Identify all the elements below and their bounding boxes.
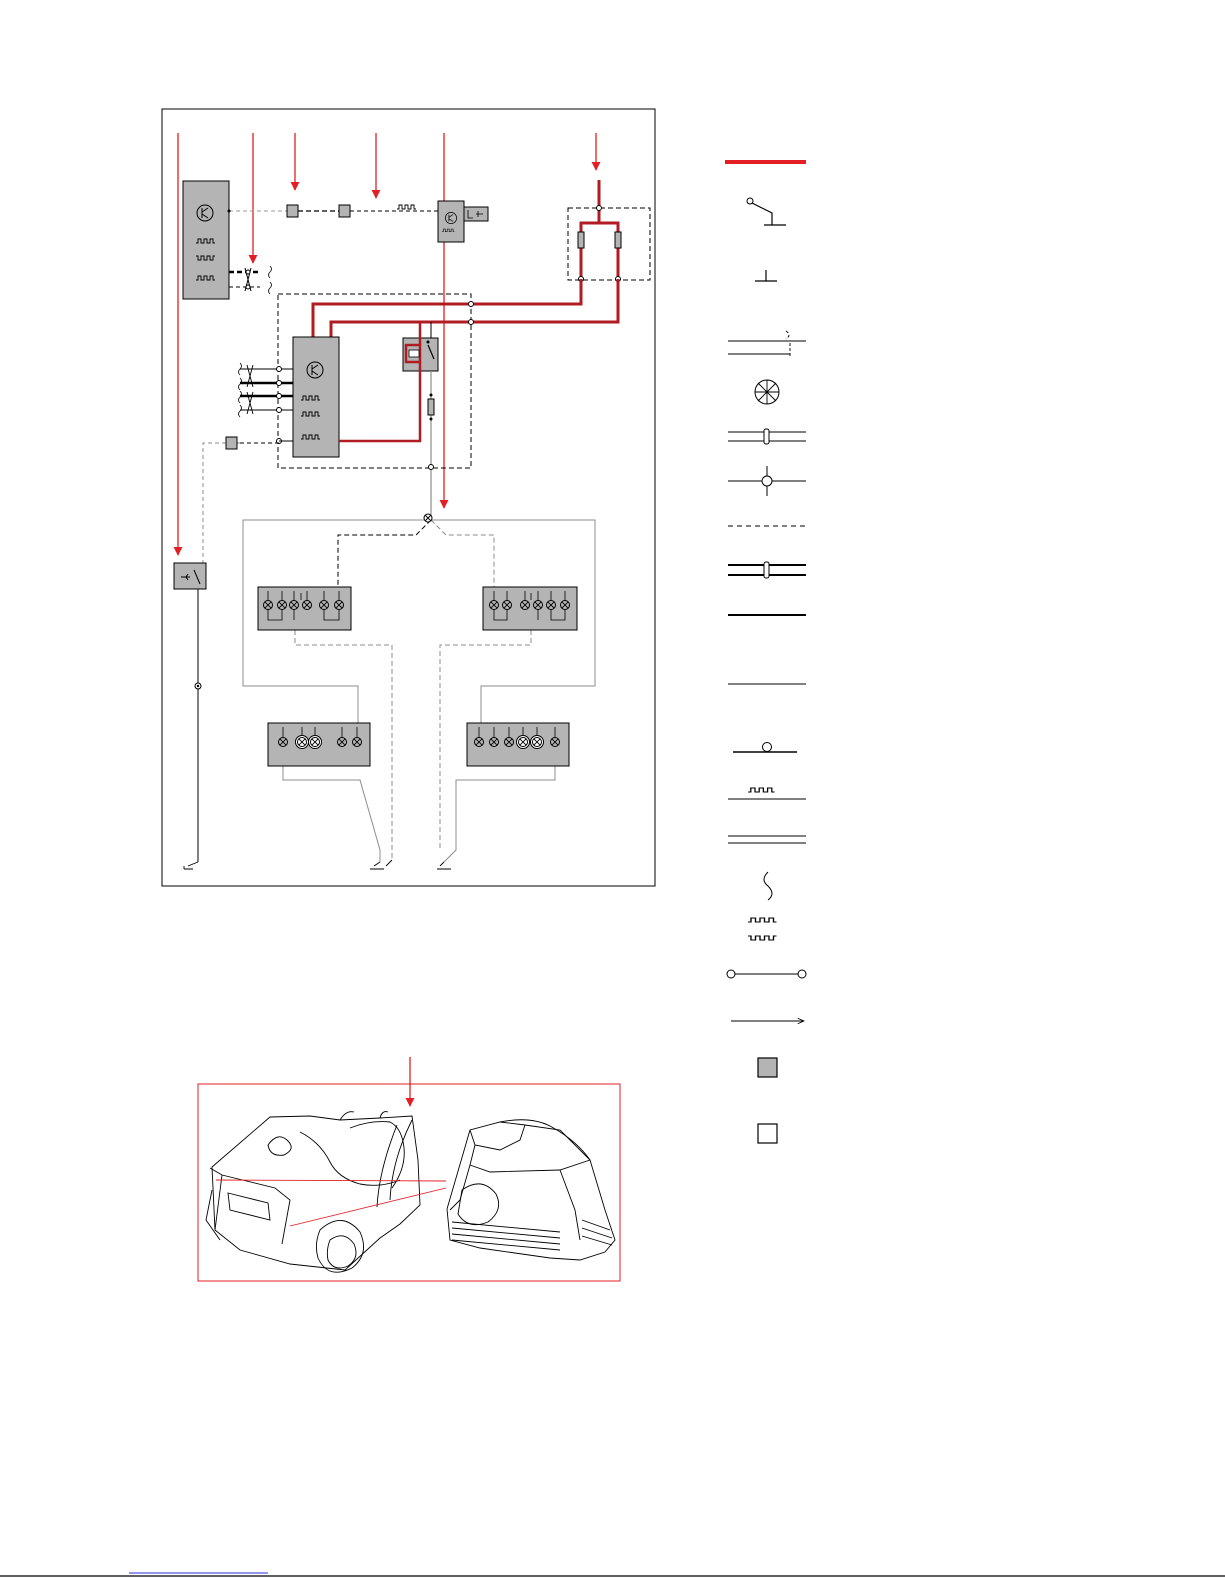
fuse-box: [568, 180, 650, 282]
switch-signal-wire: [203, 437, 279, 565]
rear-lamp-upper-right: [483, 587, 577, 630]
central-module-enclosure: [239, 279, 619, 520]
splice-connector-icon: [728, 429, 806, 444]
ground-icon: [755, 270, 777, 281]
switch-left: [174, 563, 206, 869]
empty-component-box-icon: [758, 1124, 777, 1143]
twisted-pair-top: [229, 266, 272, 294]
lamp-harness: [243, 514, 595, 869]
cable-break-icon: [764, 872, 772, 900]
lamp-icon: [755, 380, 779, 404]
lever-switch-icon: [747, 198, 786, 225]
sensor-module-top: [438, 201, 488, 242]
inline-connector-icon: [728, 562, 806, 578]
rear-lamp-upper-left: [258, 587, 351, 630]
car-rear-view: [206, 1112, 420, 1273]
rear-lamp-lower-left: [268, 723, 370, 766]
twisted-pair-signal-icon: [748, 918, 777, 940]
pointer-arrows: [178, 133, 596, 555]
location-view: [198, 1057, 620, 1281]
terminal-pair-icon: [727, 970, 806, 978]
signal-wire-top: [228, 205, 439, 217]
screened-cable-icon: [728, 331, 806, 356]
rear-lamp-assembly: [447, 1120, 615, 1260]
control-module-top-left: [183, 181, 229, 299]
splice-icon: [733, 743, 797, 753]
rear-lamp-lower-right: [467, 723, 569, 766]
legend: [725, 162, 806, 1143]
data-signal-icon: [728, 788, 806, 799]
double-wire-icon: [728, 836, 806, 843]
filled-component-box-icon: [758, 1058, 777, 1077]
junction-node-icon: [728, 466, 806, 496]
